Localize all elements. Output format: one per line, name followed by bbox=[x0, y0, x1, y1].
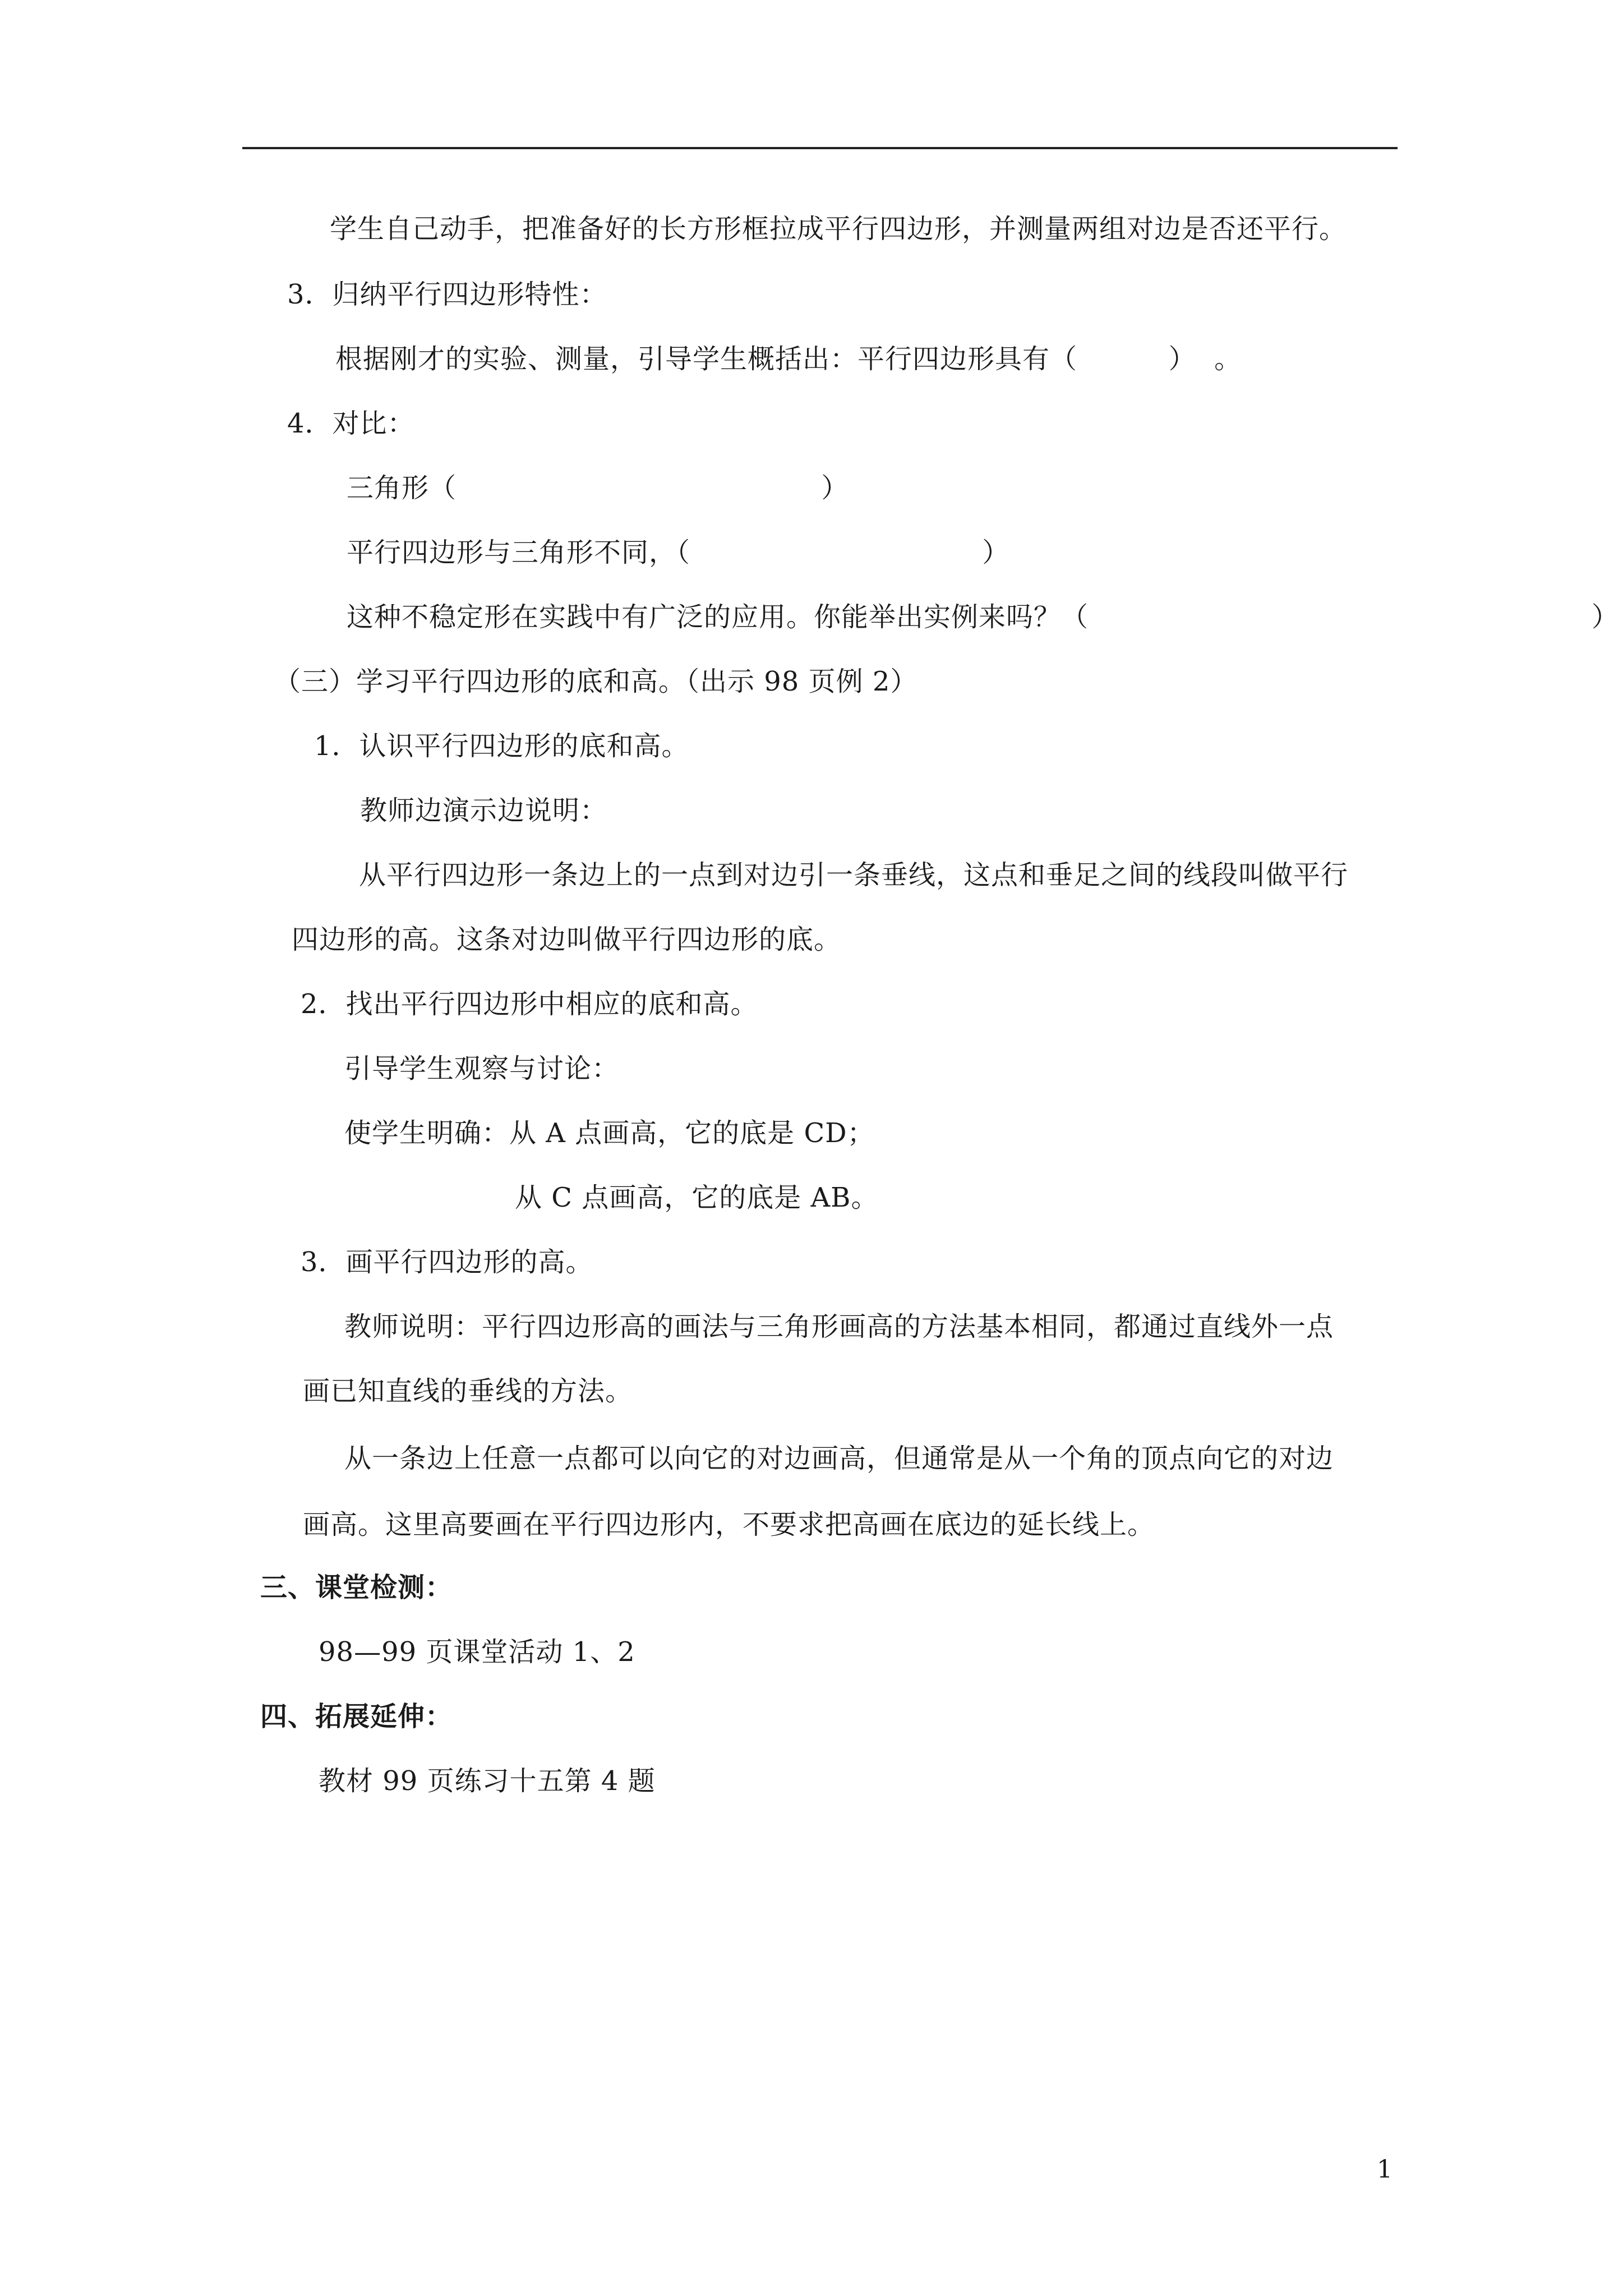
page-number: 1 bbox=[1377, 2155, 1393, 2184]
text-line-23: 98—99 页课堂活动 1、2 bbox=[319, 1636, 635, 1668]
text-line-25: 教材 99 页练习十五第 4 题 bbox=[319, 1765, 656, 1797]
section-heading-classroom-test: 三、课堂检测： bbox=[260, 1572, 453, 1603]
text-line-15: 使学生明确：从 A 点画高，它的底是 CD； bbox=[344, 1117, 875, 1149]
text-line-5: 三角形（ ） bbox=[347, 472, 849, 504]
text-line-18: 教师说明：平行四边形高的画法与三角形画高的方法基本相同，都通过直线外一点 bbox=[344, 1311, 1334, 1342]
text-line-6: 平行四边形与三角形不同，（ ） bbox=[347, 537, 1010, 568]
text-line-4: 4．对比： bbox=[287, 408, 415, 439]
section-heading-3: （三）学习平行四边形的底和高。（出示 98 页例 2） bbox=[274, 666, 918, 697]
text-line-17: 3．画平行四边形的高。 bbox=[301, 1246, 593, 1278]
text-line-11: 从平行四边形一条边上的一点到对边引一条垂线，这点和垂足之间的线段叫做平行 bbox=[359, 859, 1349, 891]
text-line-7: 这种不稳定形在实践中有广泛的应用。你能举出实例来吗？（ bbox=[347, 601, 1089, 633]
text-line-19: 画已知直线的垂线的方法。 bbox=[303, 1375, 633, 1407]
text-line-2: 3．归纳平行四边形特性： bbox=[287, 279, 607, 310]
text-line-13: 2．找出平行四边形中相应的底和高。 bbox=[301, 988, 758, 1020]
text-line-3: 根据刚才的实验、测量，引导学生概括出：平行四边形具有（ ） 。 bbox=[335, 343, 1242, 375]
text-line-20: 从一条边上任意一点都可以向它的对边画高，但通常是从一个角的顶点向它的对边 bbox=[344, 1443, 1334, 1474]
text-line-16: 从 C 点画高，它的底是 AB。 bbox=[515, 1182, 879, 1213]
header-rule bbox=[242, 147, 1398, 149]
text-line-14: 引导学生观察与讨论： bbox=[344, 1053, 620, 1084]
text-line-21: 画高。这里高要画在平行四边形内，不要求把高画在底边的延长线上。 bbox=[303, 1509, 1155, 1540]
text-line-12: 四边形的高。这条对边叫做平行四边形的底。 bbox=[292, 924, 842, 955]
text-line-9: 1．认识平行四边形的底和高。 bbox=[314, 730, 689, 762]
section-heading-extension: 四、拓展延伸： bbox=[260, 1701, 453, 1732]
text-line-10: 教师边演示边说明： bbox=[360, 795, 608, 826]
text-line-1: 学生自己动手，把准备好的长方形框拉成平行四边形，并测量两组对边是否还平行。 bbox=[330, 213, 1347, 245]
text-line-7-close: ） bbox=[1592, 601, 1620, 633]
